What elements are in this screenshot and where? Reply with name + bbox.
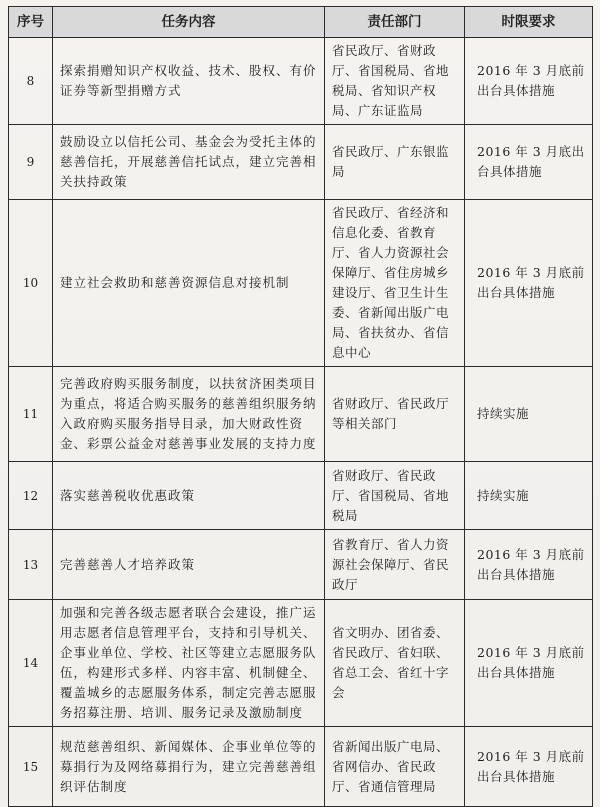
- table-row: [9, 600, 593, 727]
- row-task: 加强和完善各级志愿者联合会建设，推广运用志愿者信息管理平台，支持和引导机关、企事业单位、学校、社区等建立志愿服务队伍，构建形式多样、内容丰富、机制健全、覆盖城乡的志愿服务体系，制定完善志愿服务招募注册、培训、服务记录及激励制度: [53, 600, 325, 727]
- row-dept: 省新闻出版广电局、省网信办、省民政厅、省通信管理局: [325, 727, 465, 807]
- row-deadline: 2016 年 3 月底前出台具体措施: [465, 38, 593, 125]
- row-task: 落实慈善税收优惠政策: [53, 462, 325, 530]
- row-deadline: 持续实施: [465, 462, 593, 530]
- table-header-row: [9, 7, 593, 38]
- row-dept: 省民政厅、省经济和信息化委、省教育厅、省人力资源社会保障厅、省住房城乡建设厅、省卫生计生委、省新闻出版广电局、省扶贫办、省信息中心: [325, 200, 465, 367]
- row-task: 鼓励设立以信托公司、基金会为受托主体的慈善信托，开展慈善信托试点，建立完善相关扶持政策: [53, 125, 325, 200]
- row-dept: 省民政厅、广东银监局: [325, 125, 465, 200]
- row-no: 15: [9, 727, 53, 807]
- row-no: 8: [9, 38, 53, 125]
- row-dept: 省民政厅、省财政厅、省国税局、省地税局、省知识产权局、广东证监局: [325, 38, 465, 125]
- table-row: [9, 200, 593, 367]
- header-deadline: 时限要求: [465, 7, 593, 38]
- row-dept: 省财政厅、省民政厅等相关部门: [325, 367, 465, 462]
- table-row: [9, 727, 593, 807]
- row-no: 14: [9, 600, 53, 727]
- row-task: 规范慈善组织、新闻媒体、企事业单位等的募捐行为及网络募捐行为，建立完善慈善组织评估制度: [53, 727, 325, 807]
- header-dept: 责任部门: [325, 7, 465, 38]
- row-task: 完善政府购买服务制度，以扶贫济困类项目为重点，将适合购买服务的慈善组织服务纳入政府购买服务指导目录，加大财政性资金、彩票公益金对慈善事业发展的支持力度: [53, 367, 325, 462]
- row-deadline: 2016 年 3 月底前出台具体措施: [465, 200, 593, 367]
- row-deadline: 2016 年 3 月底前出台具体措施: [465, 530, 593, 600]
- row-deadline: 2016 年 3 月底出台具体措施: [465, 125, 593, 200]
- header-task: 任务内容: [53, 7, 325, 38]
- row-no: 11: [9, 367, 53, 462]
- table-row: [9, 125, 593, 200]
- row-no: 9: [9, 125, 53, 200]
- row-deadline: 2016 年 3 月底前出台具体措施: [465, 727, 593, 807]
- row-task: 完善慈善人才培养政策: [53, 530, 325, 600]
- row-no: 10: [9, 200, 53, 367]
- table-row: [9, 462, 593, 530]
- header-no: 序号: [9, 7, 53, 38]
- table-row: [9, 367, 593, 462]
- row-dept: 省财政厅、省民政厅、省国税局、省地税局: [325, 462, 465, 530]
- row-no: 12: [9, 462, 53, 530]
- row-task: 建立社会救助和慈善资源信息对接机制: [53, 200, 325, 367]
- row-dept: 省文明办、团省委、省民政厅、省妇联、省总工会、省红十字会: [325, 600, 465, 727]
- row-dept: 省教育厅、省人力资源社会保障厅、省民政厅: [325, 530, 465, 600]
- table-row: [9, 38, 593, 125]
- table-row: [9, 530, 593, 600]
- row-no: 13: [9, 530, 53, 600]
- row-task: 探索捐赠知识产权收益、技术、股权、有价证券等新型捐赠方式: [53, 38, 325, 125]
- task-table: [8, 6, 593, 807]
- row-deadline: 2016 年 3 月底前出台具体措施: [465, 600, 593, 727]
- row-deadline: 持续实施: [465, 367, 593, 462]
